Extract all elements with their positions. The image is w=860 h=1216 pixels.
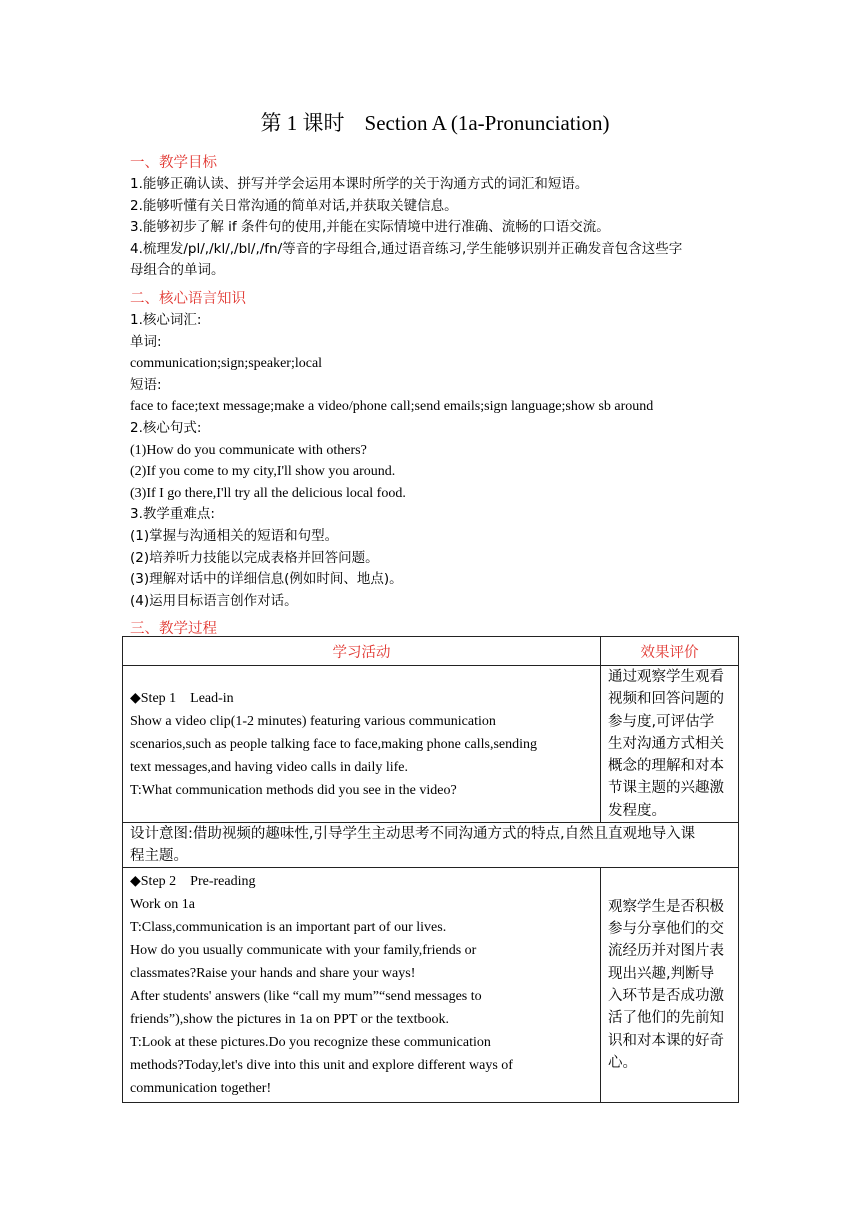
- language-line: (2)培养听力技能以完成表格并回答问题。: [130, 549, 379, 566]
- step2-line: How do you usually communicate with your family,friends or: [130, 943, 477, 959]
- step1-heading: ◆Step 1 Lead-in: [130, 690, 234, 706]
- eval-line: 识和对本课的好奇: [608, 1032, 724, 1049]
- language-line: 单词:: [130, 333, 162, 350]
- design-intent: [123, 823, 739, 868]
- step2-line: T:Class,communication is an important part of our lives.: [130, 920, 447, 936]
- step2-line: classmates?Raise your hands and share your ways!: [130, 966, 416, 982]
- step2-heading: ◆Step 2 Pre-reading: [130, 874, 256, 890]
- eval-line: 参与度,可评估学: [608, 713, 715, 730]
- language-line: (4)运用目标语言创作对话。: [130, 592, 298, 609]
- language-line: (3)理解对话中的详细信息(例如时间、地点)。: [130, 571, 403, 588]
- language-line: 短语:: [130, 376, 162, 393]
- language-line: 2.核心句式:: [130, 419, 202, 436]
- language-line: (1)掌握与沟通相关的短语和句型。: [130, 527, 339, 544]
- language-line: (3)If I go there,I'll try all the delicious local food.: [130, 485, 406, 501]
- table-row-step1: [123, 666, 739, 823]
- eval-line: 概念的理解和对本: [608, 758, 724, 775]
- step1-evaluation: [601, 666, 739, 823]
- step2-evaluation: [601, 868, 739, 1103]
- eval-line: 参与分享他们的交: [608, 921, 724, 938]
- teaching-process-table: [122, 636, 739, 1103]
- language-line: 3.教学重难点:: [130, 506, 215, 523]
- language-line: (2)If you come to my city,I'll show you around.: [130, 464, 396, 480]
- objective-item: 3.能够初步了解 if 条件句的使用,并能在实际情境中进行准确、流畅的口语交流。: [130, 219, 610, 236]
- step2-line: methods?Today,let's dive into this unit and explore different ways of: [130, 1058, 513, 1074]
- step2-line: friends”),show the pictures in 1a on PPT or the textbook.: [130, 1012, 449, 1028]
- language-line: face to face;text message;make a video/phone call;send emails;sign language;show sb around: [130, 399, 654, 415]
- eval-line: 活了他们的先前知: [608, 1010, 724, 1027]
- eval-line: 生对沟通方式相关: [608, 735, 724, 752]
- header-evaluation: 效果评价: [601, 637, 739, 666]
- page-title: [130, 108, 740, 138]
- eval-line: 流经历并对图片表: [608, 943, 724, 960]
- section-heading-process: 三、教学过程: [130, 621, 217, 638]
- objective-item: 1.能够正确认读、拼写并学会运用本课时所学的关于沟通方式的词汇和短语。: [130, 176, 589, 192]
- section-heading-objectives: 一、教学目标: [130, 155, 217, 171]
- eval-line: 视频和回答问题的: [608, 691, 724, 708]
- objective-item: 4.梳理发/pl/,/kl/,/bl/,/fn/等音的字母组合,通过语音练习,学生能够识别并正确发音包含这些字: [130, 240, 683, 257]
- step1-line: scenarios,such as people talking face to face,making phone calls,sending: [130, 736, 538, 752]
- document-page: [130, 108, 740, 640]
- step2-activity: [123, 868, 601, 1103]
- objective-item: 母组合的单词。: [130, 262, 225, 279]
- title-cn: 第 1 课时: [260, 111, 345, 135]
- step2-line: T:Look at these pictures.Do you recognize these communication: [130, 1035, 491, 1051]
- header-activity: 学习活动: [123, 637, 601, 666]
- step1-line: text messages,and having video calls in daily life.: [130, 759, 408, 775]
- table-header-row: [123, 637, 739, 666]
- step1-line: Show a video clip(1-2 minutes) featuring various communication: [130, 713, 496, 729]
- language-line: communication;sign;speaker;local: [130, 356, 323, 372]
- eval-line: 发程度。: [608, 802, 666, 819]
- table-row-design-intent: [123, 823, 739, 868]
- step2-line: Work on 1a: [130, 897, 195, 913]
- step2-line: After students' answers (like “call my mum”“send messages to: [130, 989, 482, 1005]
- language-line: 1.核心词汇:: [130, 311, 202, 328]
- eval-line: 心。: [608, 1054, 637, 1071]
- step2-line: communication together!: [130, 1081, 272, 1097]
- design-intent-line: 程主题。: [130, 848, 188, 865]
- eval-line: 节课主题的兴趣激: [608, 780, 724, 797]
- step1-line: T:What communication methods did you see in the video?: [130, 782, 457, 798]
- section-heading-language: 二、核心语言知识: [130, 290, 246, 307]
- eval-line: 观察学生是否积极: [608, 898, 724, 915]
- eval-line: 通过观察学生观看: [608, 669, 724, 685]
- title-en: Section A (1a-Pronunciation): [364, 111, 610, 135]
- eval-line: 现出兴趣,判断导: [608, 965, 715, 982]
- objective-item: 2.能够听懂有关日常沟通的简单对话,并获取关键信息。: [130, 197, 458, 214]
- step1-activity: [123, 666, 601, 823]
- eval-line: 入环节是否成功激: [608, 988, 724, 1005]
- design-intent-line: 设计意图:借助视频的趣味性,引导学生主动思考不同沟通方式的特点,自然且直观地导入课: [130, 826, 696, 843]
- table-row-step2: [123, 868, 739, 1103]
- language-line: (1)How do you communicate with others?: [130, 442, 367, 458]
